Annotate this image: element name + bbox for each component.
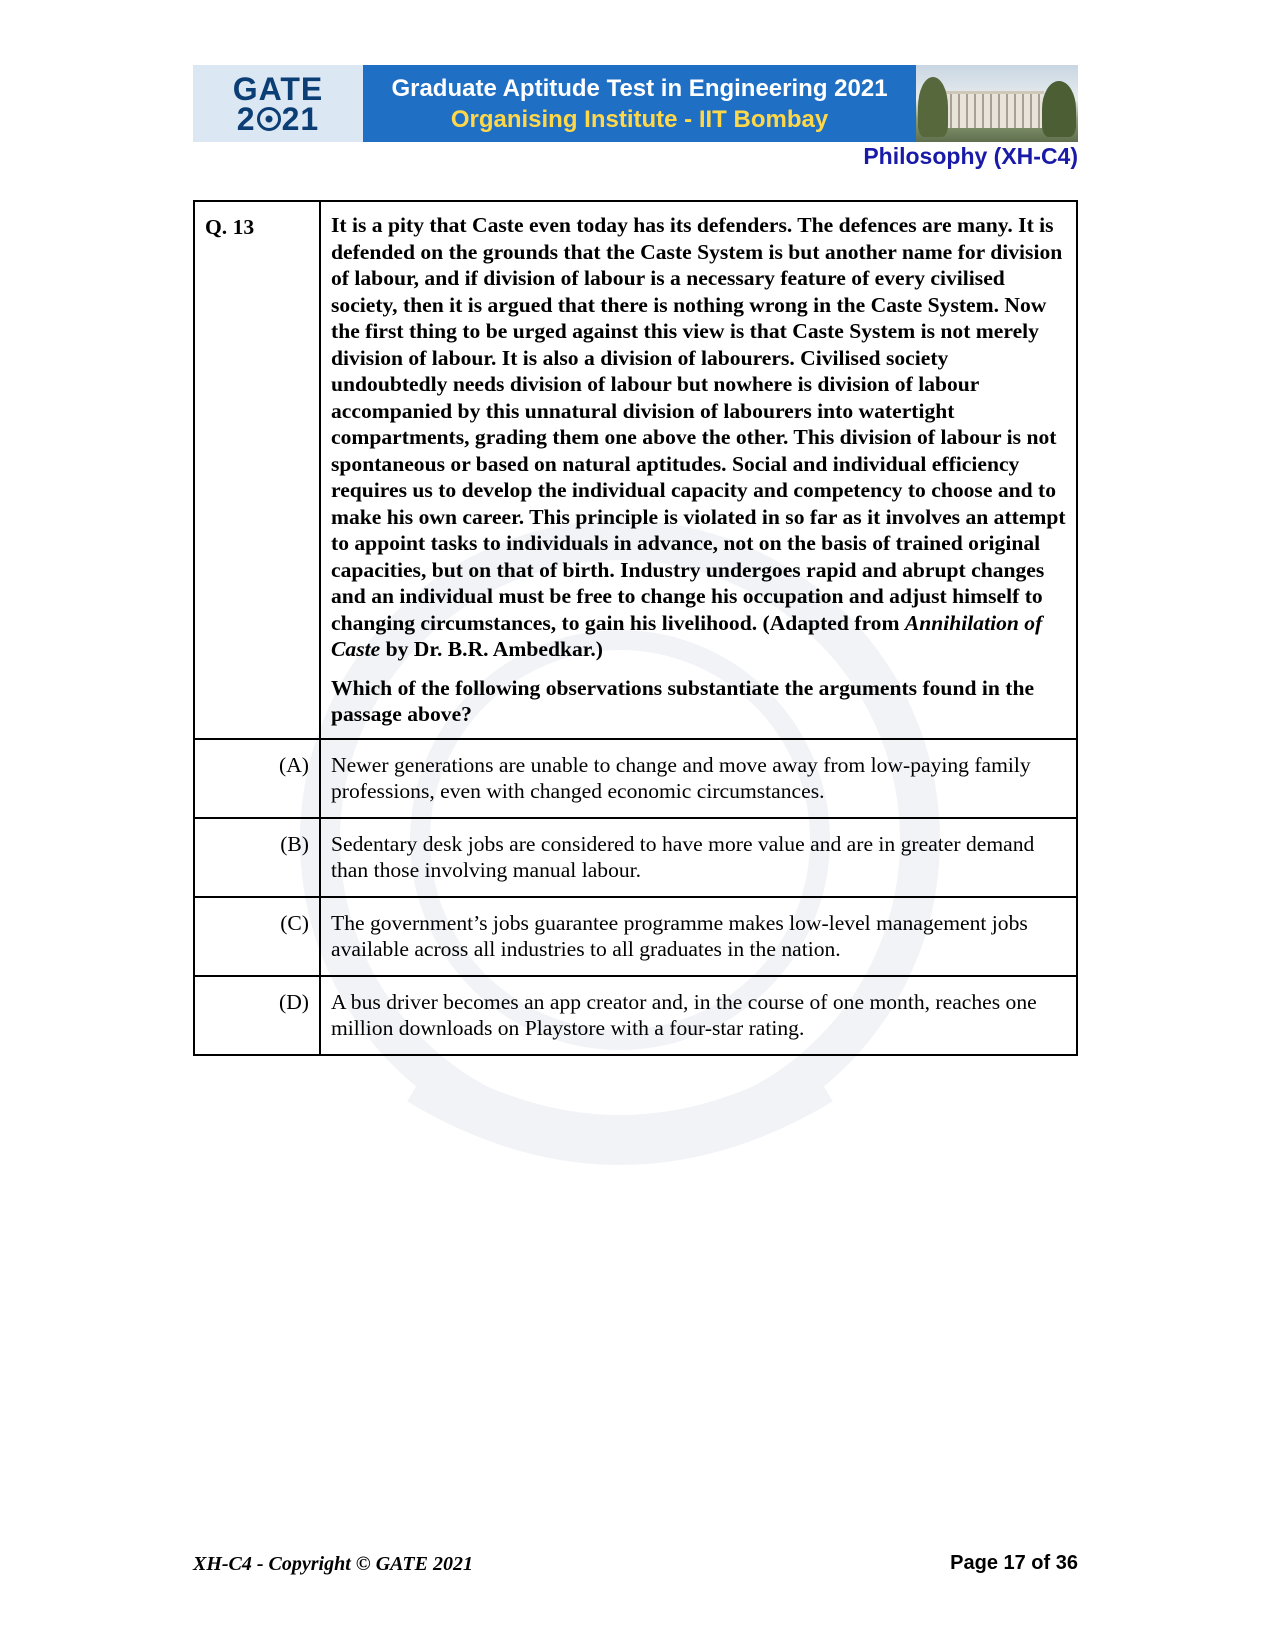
banner-title	[363, 65, 916, 142]
building-image	[944, 91, 1044, 128]
passage-attribution: by Dr. B.R. Ambedkar.)	[380, 637, 603, 661]
option-text: Sedentary desk jobs are considered to have more value and are in greater demand than those involving manual labour.	[320, 818, 1077, 897]
seal-icon	[257, 107, 281, 131]
gate-logo	[193, 65, 363, 142]
question-number: Q. 13	[194, 201, 320, 739]
banner-title-line2: Organising Institute - IIT Bombay	[450, 105, 829, 133]
header-banner	[193, 65, 1078, 142]
option-label: (A)	[194, 739, 320, 818]
option-row-b[interactable]	[194, 818, 1077, 897]
book-title: Annihilation of Caste	[331, 610, 1043, 661]
logo-year-right: 21	[281, 100, 320, 137]
option-row-a[interactable]	[194, 739, 1077, 818]
page-prefix: Page	[950, 1552, 1004, 1574]
option-text: The government’s jobs guarantee programme makes low-level management jobs available across all industries to all graduates in the nation.	[320, 897, 1077, 976]
logo-year-left: 2	[236, 100, 256, 137]
option-text: A bus driver becomes an app creator and, in the course of one month, reaches one million downloads on Playstore with a four-star rating.	[320, 976, 1077, 1055]
tree-image	[1042, 81, 1076, 137]
page-total: 36	[1055, 1552, 1078, 1574]
logo-text-gate: GATE	[232, 70, 324, 107]
question-prompt: Which of the following observations substantiate the arguments found in the passage above?	[331, 675, 1035, 726]
banner-title-line1: Graduate Aptitude Test in Engineering 2021	[391, 74, 888, 102]
tree-image	[918, 77, 948, 137]
option-label: (D)	[194, 976, 320, 1055]
question-body	[320, 201, 1077, 739]
footer-copyright: XH-C4 - Copyright © GATE 2021	[193, 1553, 473, 1575]
option-row-d[interactable]	[194, 976, 1077, 1055]
option-label: (C)	[194, 897, 320, 976]
page-number	[950, 1552, 1078, 1575]
question-row	[194, 201, 1077, 739]
campus-photo	[916, 65, 1078, 142]
logo-text-year	[236, 100, 320, 137]
page-current: 17	[1003, 1552, 1026, 1574]
page-mid: of	[1025, 1552, 1056, 1574]
option-text: Newer generations are unable to change and move away from low-paying family professions, even with changed economic circumstances.	[320, 739, 1077, 818]
option-label: (B)	[194, 818, 320, 897]
option-row-c[interactable]	[194, 897, 1077, 976]
subject-title: Philosophy (XH-C4)	[863, 143, 1078, 169]
question-passage	[331, 212, 1066, 663]
question-table	[193, 200, 1078, 1056]
passage-text: It is a pity that Caste even today has its defenders. The defences are many. It is defended on the grounds that the Caste System is but another name for division of labour, and if division of labour is a necessary feature of every civilised society, then it is argued that there is nothing wrong in the Caste System. Now the first thing to be urged against this view is that Caste System is not merely division of labour. It is also a division of labourers. Civilised society undoubtedly needs division of labour but nowhere is division of labour accompanied by this unnatural division of labourers into watertight compartments, grading them one above the other. This division of labour is not spontaneous or based on natural aptitudes. Social and individual efficiency requires us to develop the individual capacity and competency to choose and to make his own career. This principle is violated in so far as it involves an attempt to appoint tasks to individuals in advance, not on the basis of trained original capacities, but on that of birth. Industry undergoes rapid and abrupt changes and an individual must be free to change his occupation and adjust himself to changing circumstances, to gain his livelihood. (Adapted from	[331, 213, 1066, 635]
